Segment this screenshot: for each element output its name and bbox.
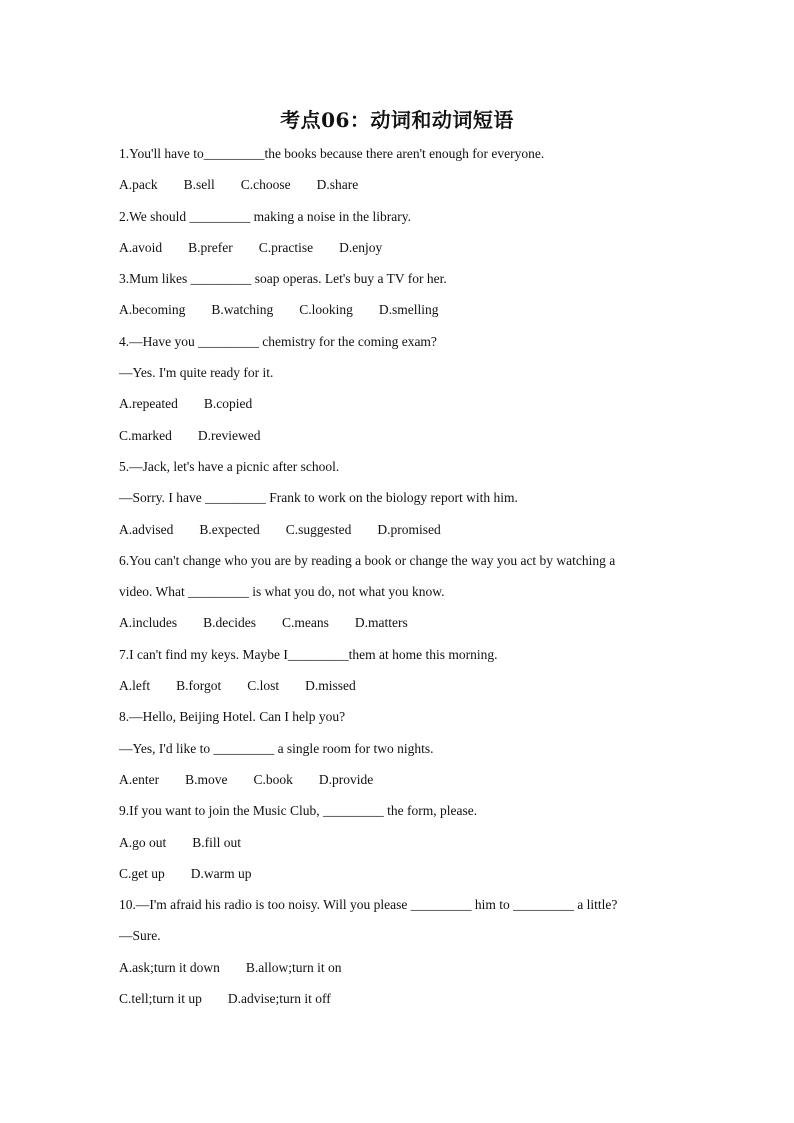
answer-option: D.advise;turn it off: [227, 991, 331, 1007]
answer-option: B.allow;turn it on: [245, 959, 342, 975]
answer-option: B.expected: [199, 521, 260, 537]
answer-options-row: [119, 833, 679, 864]
question-text-line: —Sorry. I have _________ Frank to work on the biology report with him.: [119, 490, 518, 506]
question-text-line: 9.If you want to join the Music Club, _________ the form, please.: [119, 803, 478, 819]
answer-option: D.provide: [318, 771, 374, 787]
question-text-line: 4.—Have you _________ chemistry for the coming exam?: [119, 333, 437, 349]
answer-option: B.sell: [183, 177, 215, 193]
answer-option: C.suggested: [285, 521, 352, 537]
answer-options-row: [119, 613, 679, 644]
answer-options-row: [119, 676, 679, 707]
answer-options-row: [119, 300, 679, 331]
answer-option: B.copied: [203, 396, 253, 412]
answer-options-row: [119, 958, 679, 989]
answer-option: C.marked: [119, 427, 172, 443]
answer-option: A.repeated: [119, 396, 178, 412]
answer-options-row: [119, 770, 679, 801]
question-text-line: video. What _________ is what you do, not what you know.: [119, 584, 445, 600]
answer-options-row: [119, 864, 679, 895]
answer-option: D.promised: [377, 521, 441, 537]
question-text-line: 6.You can't change who you are by reading a book or change the way you act by watching a: [119, 552, 616, 568]
answer-options-row: [119, 238, 679, 269]
answer-option: C.choose: [240, 177, 291, 193]
answer-option: C.practise: [258, 239, 314, 255]
question-text-line: 10.—I'm afraid his radio is too noisy. Will you please _________ him to _________ a little?: [119, 897, 618, 913]
answer-option: B.move: [185, 771, 228, 787]
answer-option: A.go out: [119, 834, 167, 850]
answer-option: A.enter: [119, 771, 160, 787]
answer-option: C.lost: [247, 678, 280, 694]
answer-option: D.warm up: [190, 865, 252, 881]
answer-option: A.advised: [119, 521, 174, 537]
answer-option: D.smelling: [378, 302, 439, 318]
answer-options-row: [119, 426, 679, 457]
answer-option: D.reviewed: [197, 427, 261, 443]
question-text-line: 5.—Jack, let's have a picnic after school.: [119, 458, 340, 474]
question-text-line: 2.We should _________ making a noise in the library.: [119, 208, 411, 224]
answer-option: C.tell;turn it up: [119, 991, 202, 1007]
answer-option: B.fill out: [192, 834, 242, 850]
question-text-line: —Yes. I'm quite ready for it.: [119, 365, 274, 381]
answer-option: D.share: [316, 177, 359, 193]
answer-options-row: [119, 394, 679, 425]
answer-option: A.becoming: [119, 302, 186, 318]
answer-option: B.prefer: [188, 239, 233, 255]
answer-option: D.enjoy: [339, 239, 383, 255]
answer-option: B.forgot: [176, 678, 222, 694]
answer-options-row: [119, 520, 679, 551]
answer-options-row: [119, 175, 679, 206]
answer-option: D.matters: [354, 615, 408, 631]
answer-option: D.missed: [305, 678, 356, 694]
answer-options-row: [119, 989, 679, 1020]
question-text-line: —Yes, I'd like to _________ a single room for two nights.: [119, 740, 434, 756]
answer-option: C.get up: [119, 865, 165, 881]
answer-option: B.decides: [203, 615, 256, 631]
question-list: [119, 144, 679, 1020]
question-text-line: —Sure.: [119, 928, 161, 944]
answer-option: C.means: [282, 615, 329, 631]
page-title: 考点06：动词和动词短语: [280, 108, 514, 132]
answer-option: A.ask;turn it down: [119, 959, 220, 975]
question-text-line: 1.You'll have to_________the books because there aren't enough for everyone.: [119, 146, 545, 161]
answer-option: A.includes: [119, 615, 178, 631]
question-text-line: 8.—Hello, Beijing Hotel. Can I help you?: [119, 709, 346, 725]
answer-option: A.avoid: [119, 239, 163, 255]
answer-option: C.looking: [299, 302, 353, 318]
question-text-line: 7.I can't find my keys. Maybe I_________them at home this morning.: [119, 646, 498, 662]
question-text-line: 3.Mum likes _________ soap operas. Let's buy a TV for her.: [119, 271, 447, 287]
answer-option: B.watching: [211, 302, 274, 318]
answer-option: A.pack: [119, 177, 158, 193]
answer-option: A.left: [119, 678, 151, 694]
answer-option: C.book: [253, 771, 293, 787]
